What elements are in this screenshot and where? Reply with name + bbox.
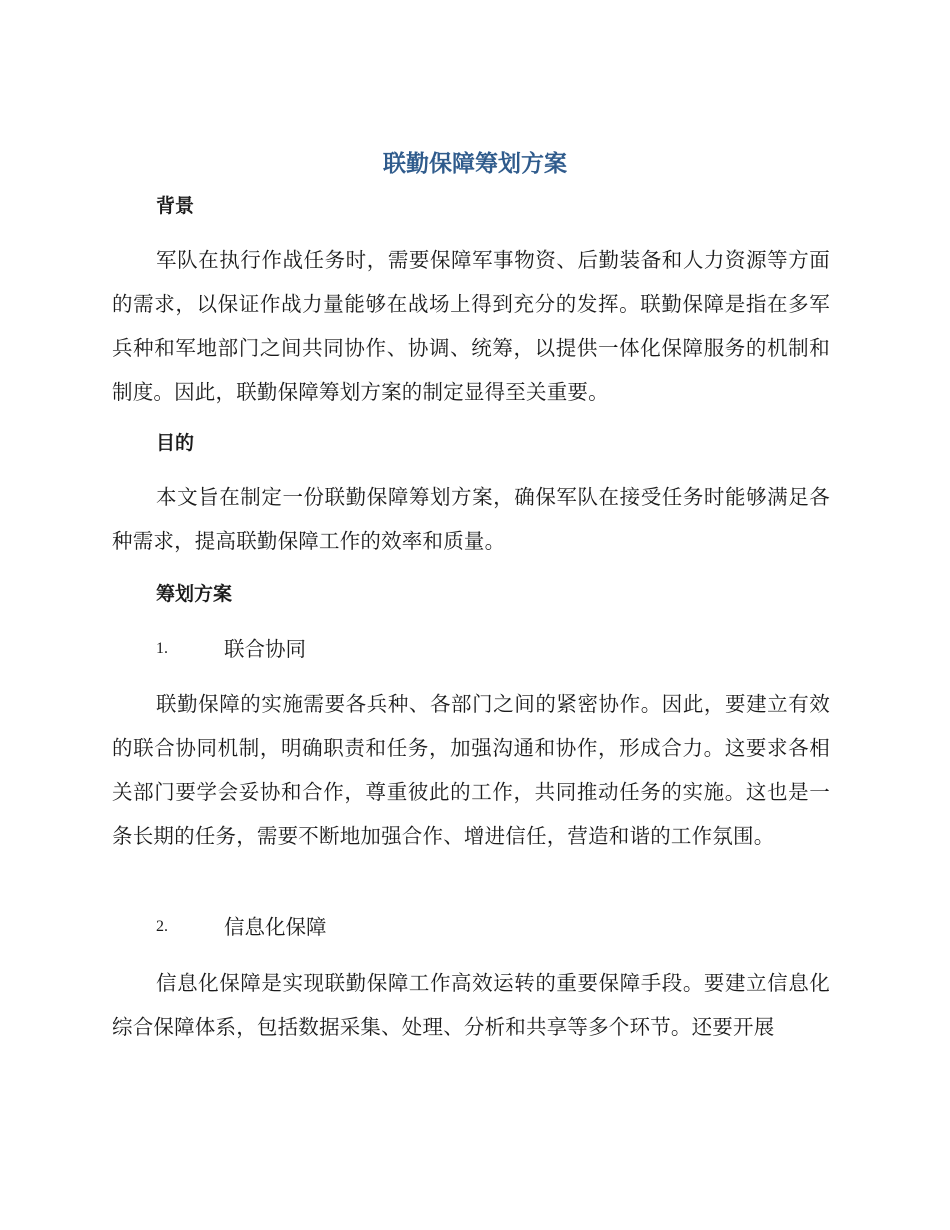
list-item-label: 联合协同 (224, 637, 306, 661)
section-heading-purpose: 目的 (156, 432, 195, 454)
document-title: 联勤保障筹划方案 (383, 151, 567, 177)
list-item-number: 1. (156, 640, 168, 657)
background-paragraph: 军队在执行作战任务时，需要保障军事物资、后勤装备和人力资源等方面的需求，以保证作战力量能够在战场上得到充分的发挥。联勤保障是指在多军兵种和军地部门之间共同协作、协调、统筹，以提供一体化保障服务的机制和制度。因此，联勤保障筹划方案的制定显得至关重要。 (112, 248, 830, 404)
purpose-paragraph: 本文旨在制定一份联勤保障筹划方案，确保军队在接受任务时能够满足各种需求，提高联勤保障工作的效率和质量。 (112, 485, 830, 553)
list-item-number: 2. (156, 918, 168, 935)
list-item-label: 信息化保障 (224, 915, 327, 939)
section-heading-background: 背景 (156, 195, 195, 217)
information-paragraph: 信息化保障是实现联勤保障工作高效运转的重要保障手段。要建立信息化综合保障体系，包括数据采集、处理、分析和共享等多个环节。还要开展 (112, 971, 830, 1039)
section-heading-plan: 筹划方案 (156, 583, 233, 605)
coordination-paragraph: 联勤保障的实施需要各兵种、各部门之间的紧密协作。因此，要建立有效的联合协同机制，明确职责和任务，加强沟通和协作，形成合力。这要求各相关部门要学会妥协和合作，尊重彼此的工作，共同推动任务的实施。这也是一条长期的任务，需要不断地加强合作、增进信任，营造和谐的工作氛围。 (112, 692, 830, 848)
